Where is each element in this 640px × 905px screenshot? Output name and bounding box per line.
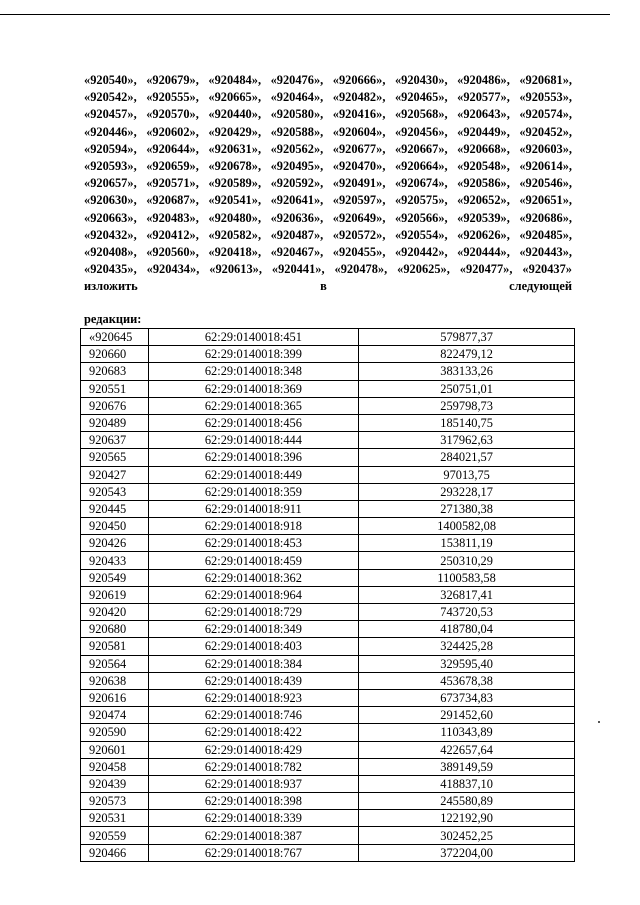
row-id-cell: 920549	[81, 569, 149, 586]
cadastral-number-cell: 62:29:0140018:729	[148, 604, 359, 621]
parcel-table	[80, 328, 575, 862]
cadastral-number-cell: 62:29:0140018:396	[148, 449, 359, 466]
row-id-cell: 920551	[81, 380, 149, 397]
cadastral-number-cell: 62:29:0140018:339	[148, 810, 359, 827]
table-row	[81, 535, 575, 552]
row-id-cell: 920458	[81, 758, 149, 775]
cadastral-number-cell: 62:29:0140018:911	[148, 500, 359, 517]
row-id-cell: 920445	[81, 500, 149, 517]
table-row	[81, 844, 575, 861]
value-cell: 418780,04	[359, 621, 575, 638]
row-id-cell: 920616	[81, 689, 149, 706]
cadastral-number-cell: 62:29:0140018:362	[148, 569, 359, 586]
value-cell: 324425,28	[359, 638, 575, 655]
table-row	[81, 414, 575, 431]
row-id-cell: 920450	[81, 518, 149, 535]
cadastral-number-cell: 62:29:0140018:439	[148, 672, 359, 689]
row-id-cell: 920590	[81, 724, 149, 741]
table-row	[81, 724, 575, 741]
table-row	[81, 518, 575, 535]
table-row	[81, 672, 575, 689]
value-cell: 245580,89	[359, 793, 575, 810]
row-id-cell: 920433	[81, 552, 149, 569]
row-id-cell: 920573	[81, 793, 149, 810]
cadastral-number-cell: 62:29:0140018:918	[148, 518, 359, 535]
cadastral-number-cell: 62:29:0140018:937	[148, 775, 359, 792]
value-cell: 418837,10	[359, 775, 575, 792]
cadastral-number-cell: 62:29:0140018:444	[148, 432, 359, 449]
value-cell: 110343,89	[359, 724, 575, 741]
row-id-cell: 920427	[81, 466, 149, 483]
value-cell: 453678,38	[359, 672, 575, 689]
value-cell: 1400582,08	[359, 518, 575, 535]
cadastral-number-cell: 62:29:0140018:403	[148, 638, 359, 655]
row-id-cell: 920420	[81, 604, 149, 621]
table-row	[81, 621, 575, 638]
cadastral-number-cell: 62:29:0140018:767	[148, 844, 359, 861]
value-cell: 284021,57	[359, 449, 575, 466]
value-cell: 383133,26	[359, 363, 575, 380]
top-rule	[0, 14, 610, 15]
table-row	[81, 793, 575, 810]
row-id-cell: 920565	[81, 449, 149, 466]
cadastral-number-cell: 62:29:0140018:399	[148, 346, 359, 363]
value-cell: 822479,12	[359, 346, 575, 363]
cadastral-number-cell: 62:29:0140018:398	[148, 793, 359, 810]
value-cell: 579877,37	[359, 329, 575, 346]
row-id-cell: 920581	[81, 638, 149, 655]
row-id-cell: 920489	[81, 414, 149, 431]
table-row	[81, 827, 575, 844]
table-row	[81, 741, 575, 758]
row-id-cell: 920619	[81, 586, 149, 603]
cadastral-number-cell: 62:29:0140018:365	[148, 397, 359, 414]
cadastral-number-cell: 62:29:0140018:369	[148, 380, 359, 397]
table-row	[81, 466, 575, 483]
value-cell: 97013,75	[359, 466, 575, 483]
row-id-cell: 920531	[81, 810, 149, 827]
row-id-cell: 920660	[81, 346, 149, 363]
value-cell: 271380,38	[359, 500, 575, 517]
value-cell: 185140,75	[359, 414, 575, 431]
table-row	[81, 586, 575, 603]
table-row	[81, 758, 575, 775]
row-id-cell: «920645	[81, 329, 149, 346]
cadastral-number-cell: 62:29:0140018:348	[148, 363, 359, 380]
cadastral-number-cell: 62:29:0140018:429	[148, 741, 359, 758]
table-row	[81, 346, 575, 363]
cadastral-number-cell: 62:29:0140018:387	[148, 827, 359, 844]
table-row	[81, 397, 575, 414]
table-row	[81, 810, 575, 827]
cadastral-number-cell: 62:29:0140018:782	[148, 758, 359, 775]
row-id-cell: 920676	[81, 397, 149, 414]
cadastral-number-cell: 62:29:0140018:964	[148, 586, 359, 603]
table-row	[81, 432, 575, 449]
intro-paragraph: «920540», «920679», «920484», «920476», «920666», «920430», «920486», «920681», «920542», «920555», «920665», «920464», «920482», «920465», «920577», «920553», «920457», «920570», «920440», «920580», «920416», «920568», «920643», «920574», «920446», «920602», «920429», «920588», «920604», «920456», «920449», «920452», «920594», «920644», «920631», «920562», «920677», «920667», «920668», «920603», «920593», «920659», «920678», «920495», «920470», «920664», «920548», «920614», «920657», «920571», «920589», «920592», «920491», «920674», «920586», «920546», «920630», «920687», «920541», «920641», «920597», «920575», «920652», «920651», «920663», «920483», «920480», «920636», «920649», «920566», «920539», «920686», «920432», «920412», «920582», «920487», «920572», «920554», «920626», «920485», «920408», «920560», «920418», «920467», «920455», «920442», «920444», «920443», «920435», «920434», «920613», «920441», «920478», «920625», «920477», «920437» изложить в следующей	[84, 73, 572, 294]
table-row	[81, 329, 575, 346]
value-cell: 326817,41	[359, 586, 575, 603]
value-cell: 250310,29	[359, 552, 575, 569]
value-cell: 291452,60	[359, 707, 575, 724]
table-row	[81, 775, 575, 792]
value-cell: 250751,01	[359, 380, 575, 397]
value-cell: 153811,19	[359, 535, 575, 552]
cadastral-number-cell: 62:29:0140018:456	[148, 414, 359, 431]
cadastral-number-cell: 62:29:0140018:923	[148, 689, 359, 706]
value-cell: 389149,59	[359, 758, 575, 775]
value-cell: 422657,64	[359, 741, 575, 758]
table-row	[81, 363, 575, 380]
row-id-cell: 920439	[81, 775, 149, 792]
cadastral-number-cell: 62:29:0140018:349	[148, 621, 359, 638]
value-cell: 329595,40	[359, 655, 575, 672]
scan-speck	[598, 721, 600, 723]
row-id-cell: 920601	[81, 741, 149, 758]
value-cell: 293228,17	[359, 483, 575, 500]
table-row	[81, 689, 575, 706]
table-row	[81, 449, 575, 466]
row-id-cell: 920543	[81, 483, 149, 500]
table-row	[81, 569, 575, 586]
table-row	[81, 655, 575, 672]
row-id-cell: 920474	[81, 707, 149, 724]
cadastral-number-cell: 62:29:0140018:451	[148, 329, 359, 346]
value-cell: 743720,53	[359, 604, 575, 621]
cadastral-number-cell: 62:29:0140018:449	[148, 466, 359, 483]
table-row	[81, 380, 575, 397]
parcel-table-body	[81, 329, 575, 862]
value-cell: 302452,25	[359, 827, 575, 844]
cadastral-number-cell: 62:29:0140018:384	[148, 655, 359, 672]
value-cell: 673734,83	[359, 689, 575, 706]
value-cell: 122192,90	[359, 810, 575, 827]
table-row	[81, 604, 575, 621]
row-id-cell: 920680	[81, 621, 149, 638]
value-cell: 259798,73	[359, 397, 575, 414]
intro-tail: редакции:	[84, 312, 142, 326]
row-id-cell: 920466	[81, 844, 149, 861]
table-row	[81, 483, 575, 500]
row-id-cell: 920638	[81, 672, 149, 689]
cadastral-number-cell: 62:29:0140018:359	[148, 483, 359, 500]
cadastral-number-cell: 62:29:0140018:459	[148, 552, 359, 569]
table-row	[81, 707, 575, 724]
row-id-cell: 920426	[81, 535, 149, 552]
cadastral-number-cell: 62:29:0140018:422	[148, 724, 359, 741]
table-row	[81, 638, 575, 655]
table-row	[81, 500, 575, 517]
row-id-cell: 920683	[81, 363, 149, 380]
value-cell: 1100583,58	[359, 569, 575, 586]
value-cell: 372204,00	[359, 844, 575, 861]
row-id-cell: 920559	[81, 827, 149, 844]
row-id-cell: 920637	[81, 432, 149, 449]
cadastral-number-cell: 62:29:0140018:746	[148, 707, 359, 724]
table-row	[81, 552, 575, 569]
row-id-cell: 920564	[81, 655, 149, 672]
value-cell: 317962,63	[359, 432, 575, 449]
cadastral-number-cell: 62:29:0140018:453	[148, 535, 359, 552]
